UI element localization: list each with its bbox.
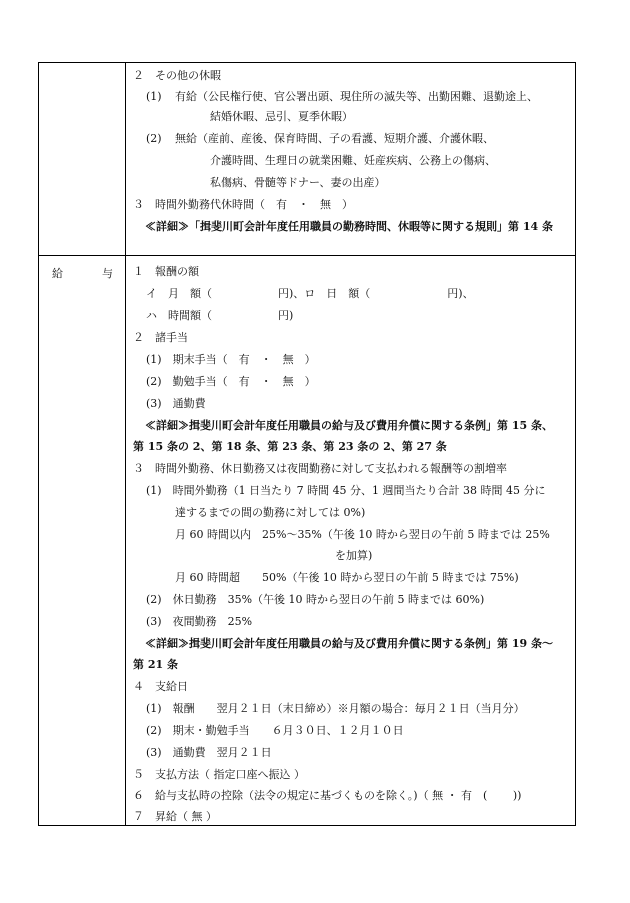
unpaid-leave-num: (2) xyxy=(146,132,162,145)
payment-method: ５ 支払方法（ 指定口座へ振込 ） xyxy=(133,768,305,781)
comp-leave-line: ３ 時間外勤務代休時間（ 有 ・ 無 ） xyxy=(133,198,353,211)
other-leave-heading: ２ その他の休暇 xyxy=(133,69,221,82)
pay-amount-heading: １ 報酬の額 xyxy=(133,265,199,278)
allowances-detail-line2: 第 15 条の 2、第 18 条、第 23 条、第 23 条の 2、第 27 条 xyxy=(133,440,447,453)
allowance-item-3: (3) 通勤費 xyxy=(146,397,206,410)
deduction-line: ６ 給与支払時の控除（法令の規定に基づくものを除く。)（ 無 ・ 有 ( )) xyxy=(133,789,522,802)
salary-label-right: 与 xyxy=(102,267,113,280)
paid-leave-line1: 有給（公民権行使、官公署出頭、現住所の滅失等、出勤困難、退勤途上、 xyxy=(175,90,538,103)
pay-amount-line-i: イ 月 額（ 円)、ロ 日 額（ 円)、 xyxy=(146,287,474,300)
overtime-detail-line1: ≪詳細≫揖斐川町会計年度任用職員の給与及び費用弁償に関する条例」第 19 条～ xyxy=(145,637,553,650)
payday-heading: ４ 支給日 xyxy=(133,680,188,693)
overtime-item1-line1: (1) 時間外勤務（1 日当たり 7 時間 45 分、1 週間当たり合計 38 時間 45 分に xyxy=(146,484,546,497)
overtime-item1-line2: 達するまでの間の勤務に対しては 0%) xyxy=(175,506,366,519)
overtime-detail-line2: 第 21 条 xyxy=(133,658,178,671)
leave-rule-detail: ≪詳細≫「揖斐川町会計年度任用職員の勤務時間、休暇等に関する規則」第 14 条 xyxy=(145,220,553,233)
pay-amount-line-ha: ハ 時間額（ 円) xyxy=(146,309,294,322)
payday-item-3: (3) 通勤費 翌月２１日 xyxy=(146,746,272,759)
overtime-item3: (3) 夜間勤務 25% xyxy=(146,615,253,628)
allowance-item-1: (1) 期末手当（ 有 ・ 無 ） xyxy=(146,353,316,366)
payday-item-1: (1) 報酬 翌月２１日（末日締め）※月額の場合：毎月２１日（当月分） xyxy=(146,702,525,715)
overtime-item1-line5: 月 60 時間超 50%（午後 10 時から翌日の午前 5 時までは 75%) xyxy=(175,571,519,584)
column-divider xyxy=(125,62,126,826)
overtime-heading: ３ 時間外勤務、休日勤務又は夜間勤務に対して支払われる報酬等の割増率 xyxy=(133,462,507,475)
salary-label-left: 給 xyxy=(52,267,63,280)
allowance-item-2: (2) 勤勉手当（ 有 ・ 無 ） xyxy=(146,375,316,388)
overtime-item2: (2) 休日勤務 35%（午後 10 時から翌日の午前 5 時までは 60%) xyxy=(146,593,485,606)
paid-leave-num: (1) xyxy=(146,90,162,103)
allowances-detail-line1: ≪詳細≫揖斐川町会計年度任用職員の給与及び費用弁償に関する条例」第 15 条、 xyxy=(145,419,553,432)
raise-line: ７ 昇給（ 無 ） xyxy=(133,810,217,823)
paid-leave-line2: 結婚休暇、忌引、夏季休暇） xyxy=(210,110,353,123)
payday-item-2: (2) 期末・勤勉手当 ６月３０日、１２月１０日 xyxy=(146,724,404,737)
row-divider xyxy=(38,255,576,256)
unpaid-leave-line2: 介護時間、生理日の就業困難、妊産疾病、公務上の傷病、 xyxy=(210,154,496,167)
allowances-heading: ２ 諸手当 xyxy=(133,331,188,344)
unpaid-leave-line3: 私傷病、骨髄等ドナー、妻の出産） xyxy=(210,176,386,189)
overtime-item1-line4: を加算) xyxy=(335,549,373,562)
overtime-item1-line3: 月 60 時間以内 25%～35%（午後 10 時から翌日の午前 5 時までは 25% xyxy=(175,528,550,541)
unpaid-leave-line1: 無給（産前、産後、保育時間、子の看護、短期介護、介護休暇、 xyxy=(175,132,494,145)
